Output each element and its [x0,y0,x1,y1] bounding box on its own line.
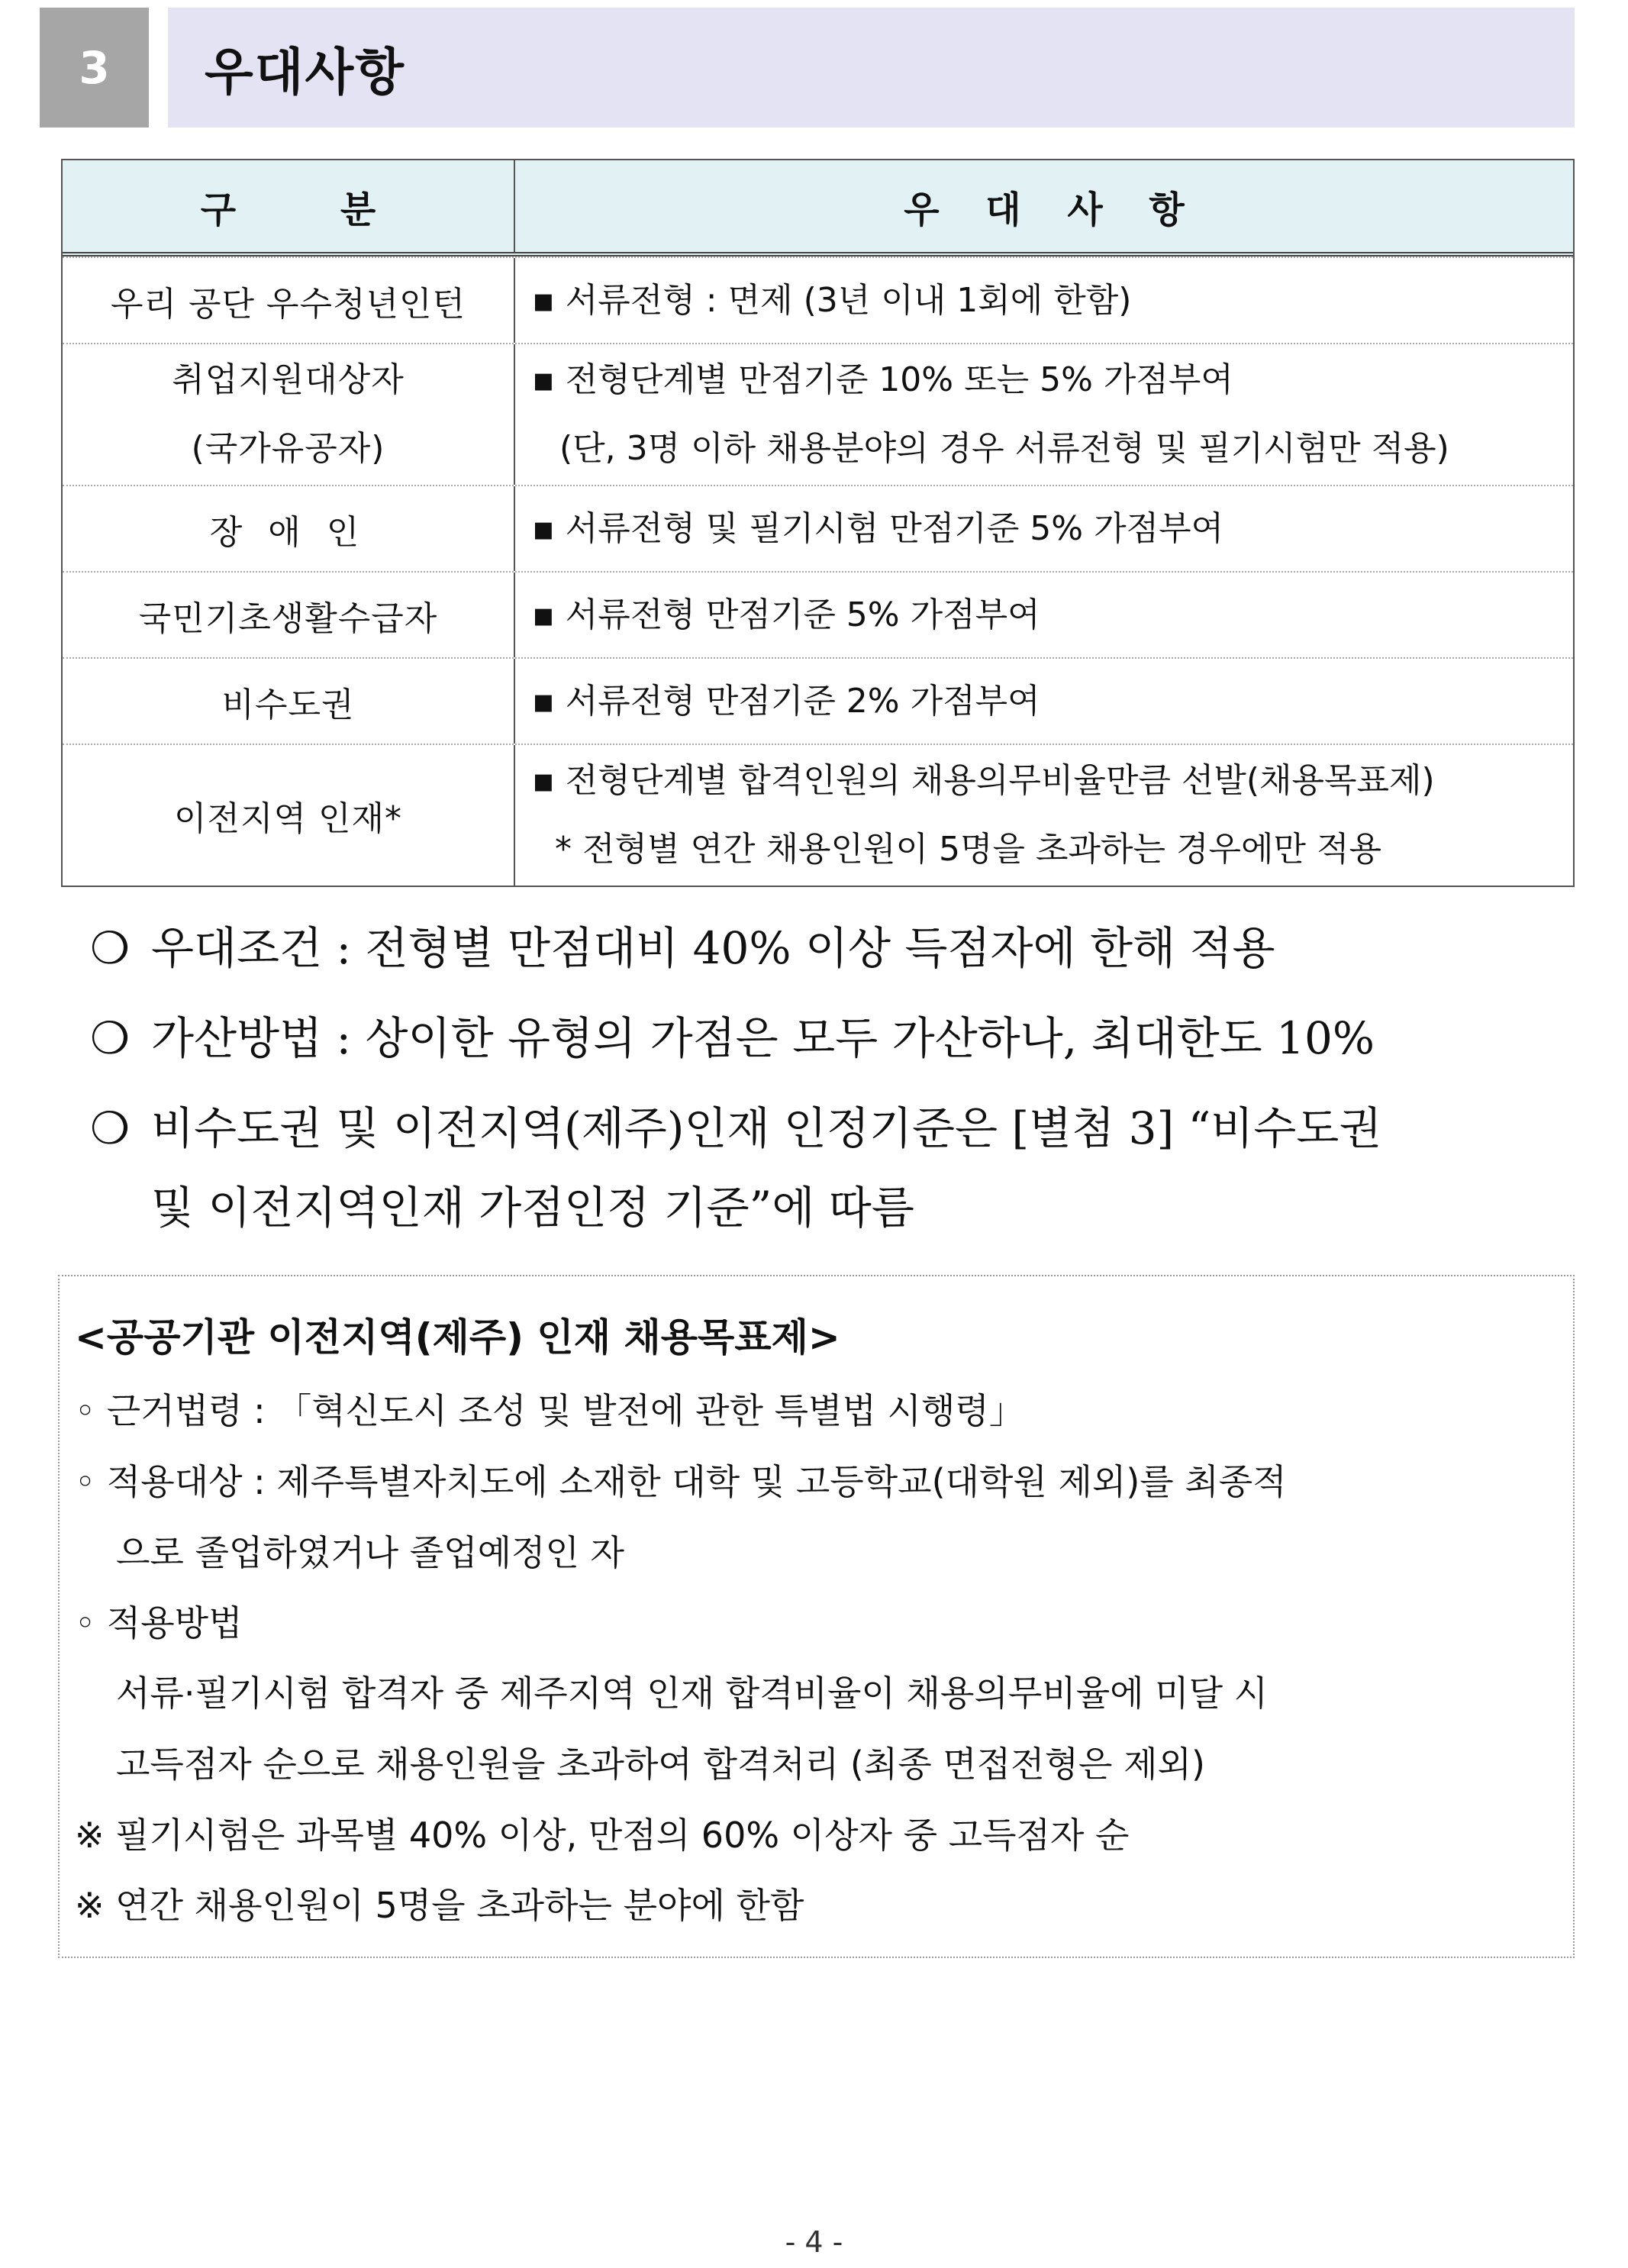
bullet-addition-method: ❍ 가산방법 : 상이한 유형의 가점은 모두 가산하나, 최대한도 10% [90,1012,1375,1064]
header-category: 구 분 [63,160,515,252]
box-line-method: ◦ 적용방법 [75,1602,243,1644]
box-line-target: ◦ 적용대상 : 제주특별자치도에 소재한 대학 및 고등학교(대학원 제외)를 최종적 [75,1461,1287,1502]
box-line-method-detail: 서류·필기시험 합격자 중 제주지역 인재 합격비율이 채용의무비율에 미달 시 [116,1673,1269,1714]
row-category: 장 애 인 [209,512,367,552]
table-header-row [63,160,1573,256]
row-detail: ▪ 서류전형 : 면제 (3년 이내 1회에 한함) [532,280,1132,320]
header-preference: 우 대 사 항 [904,188,1201,231]
row-category: 우리 공단 우수청년인턴 [110,284,466,324]
circle-bullet-icon: ❍ [90,1012,130,1064]
circle-bullet-icon: ❍ [90,922,130,974]
box-line-target-cont: 으로 졸업하였거나 졸업예정인 자 [116,1532,624,1573]
section-title: 우대사항 [205,43,406,102]
table-row [63,657,1573,744]
row-category: 취업지원대상자 [172,360,405,399]
row-category-sub: (국가유공자) [191,429,385,468]
row-detail-note: * 전형별 연간 채용인원이 5명을 초과하는 경우에만 적용 [555,830,1381,869]
row-detail: ▪ 전형단계별 만점기준 10% 또는 5% 가점부여 [532,360,1233,399]
preferences-table [61,159,1575,887]
page-number: - 4 - [785,2225,843,2259]
row-detail: ▪ 서류전형 만점기준 2% 가점부여 [532,681,1040,721]
box-note-written-test: ※ 필기시험은 과목별 40% 이상, 만점의 60% 이상자 중 고득점자 순 [75,1815,1130,1856]
table-row [63,571,1573,657]
row-detail: ▪ 서류전형 만점기준 5% 가점부여 [532,595,1040,634]
row-detail-note: (단, 3명 이하 채용분야의 경우 서류전형 및 필기시험만 적용) [559,429,1449,468]
table-row [63,744,1573,886]
table-row [63,343,1573,485]
box-title: <공공기관 이전지역(제주) 인재 채용목표제> [75,1315,840,1360]
table-row [63,485,1573,571]
box-note-annual-hiring: ※ 연간 채용인원이 5명을 초과하는 분야에 한함 [75,1885,804,1926]
row-detail: ▪ 전형단계별 합격인원의 채용의무비율만큼 선발(채용목표제) [532,761,1435,800]
bullet-preference-condition: ❍ 우대조건 : 전형별 만점대비 40% 이상 득점자에 한해 적용 [90,922,1275,974]
row-detail: ▪ 서류전형 및 필기시험 만점기준 5% 가점부여 [532,508,1224,548]
box-line-legal-basis: ◦ 근거법령 : 「혁신도시 조성 및 발전에 관한 특별법 시행령」 [75,1390,1024,1431]
row-category: 국민기초생활수급자 [138,598,438,638]
circle-bullet-icon: ❍ [90,1102,130,1154]
box-line-method-detail-cont: 고득점자 순으로 채용인원을 초과하여 합격처리 (최종 면접전형은 제외) [116,1744,1205,1785]
bullet-recognition-criteria: ❍ 비수도권 및 이전지역(제주)인재 인정기준은 [별첨 3] “비수도권 [90,1102,1382,1154]
row-category: 비수도권 [221,685,355,724]
section-number-badge: 3 [40,8,149,127]
bullet-recognition-criteria-continued: 및 이전지역인재 가점인정 기준”에 따름 [151,1182,914,1234]
section-title-bar [168,8,1575,127]
row-category: 이전지역 인재* [173,799,402,838]
table-row [63,256,1573,343]
regional-talent-quota-box [58,1275,1575,1958]
